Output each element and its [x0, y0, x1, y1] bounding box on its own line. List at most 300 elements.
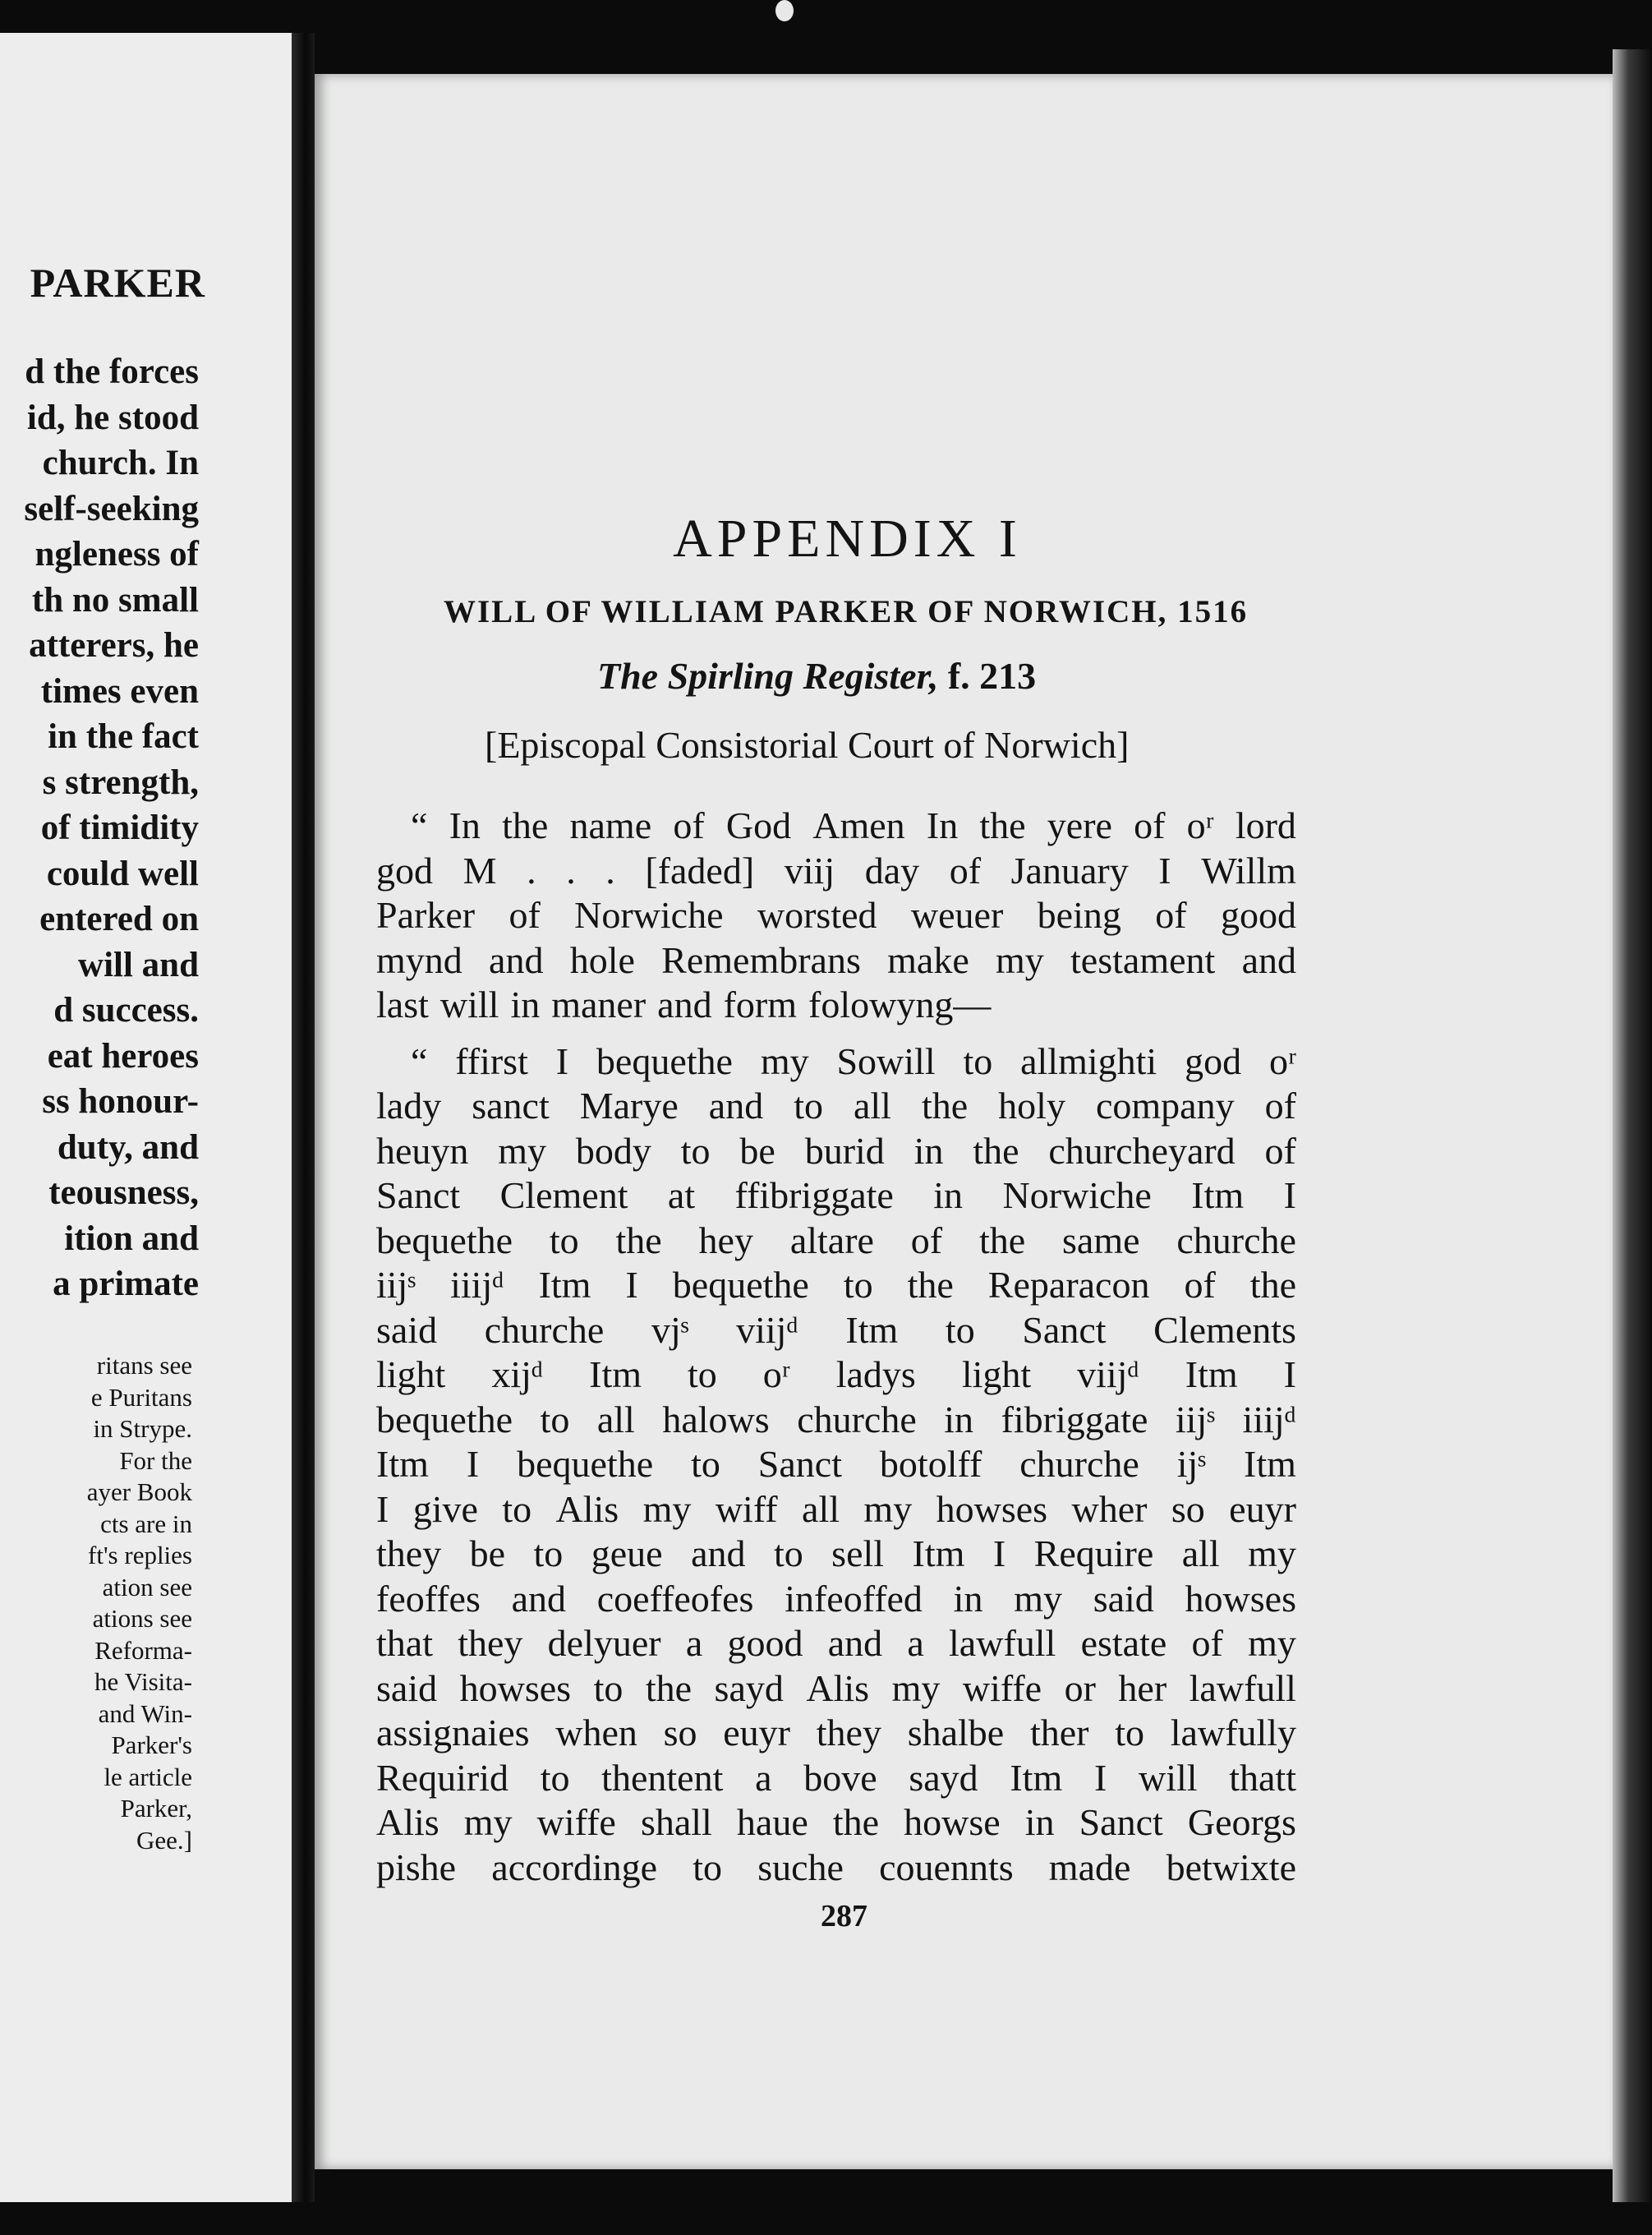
- word: Clements: [1153, 1308, 1296, 1351]
- word: thatt: [1229, 1756, 1296, 1799]
- word: Sanct: [1079, 1801, 1163, 1843]
- word: of: [1264, 1129, 1296, 1172]
- word: lawfull: [1189, 1666, 1296, 1709]
- left-body-line: could well: [46, 854, 199, 893]
- text-line: [376, 1398, 1296, 1443]
- text-line: [376, 1308, 1296, 1353]
- word: Itm: [1191, 1174, 1245, 1216]
- word: churche: [484, 1308, 605, 1351]
- left-running-head: PARKER: [30, 260, 205, 306]
- word: to: [794, 1085, 823, 1127]
- word: shall: [640, 1801, 712, 1843]
- left-note-line: Reforma-: [94, 1635, 192, 1665]
- word: Itm: [1244, 1443, 1296, 1485]
- left-body-line: ss honour-: [42, 1082, 199, 1121]
- word: they: [376, 1532, 442, 1574]
- word: vjˢ: [651, 1308, 689, 1351]
- paragraph-2: [376, 1039, 1296, 1891]
- left-body-line: d the forces: [25, 353, 199, 391]
- word: In: [926, 804, 959, 846]
- word: in: [913, 1129, 944, 1172]
- text-line: [376, 1173, 1296, 1219]
- word: wher: [1071, 1487, 1148, 1530]
- word: Itm: [1185, 1353, 1238, 1395]
- word: and: [1241, 938, 1296, 981]
- word: Requirid: [376, 1756, 508, 1799]
- register-name: The Spirling Register,: [597, 655, 939, 697]
- word: Sanct: [1022, 1308, 1107, 1351]
- left-body-line: church. In: [42, 444, 199, 482]
- word: Itm: [376, 1443, 429, 1485]
- word: said: [1093, 1577, 1154, 1620]
- word: of: [1184, 1264, 1216, 1306]
- word: god: [376, 849, 433, 892]
- left-body-line: of timidity: [40, 809, 199, 847]
- word: viij: [784, 849, 835, 892]
- word: “: [411, 804, 428, 846]
- word: accordinge: [491, 1846, 658, 1888]
- text-line: [376, 893, 1296, 938]
- text-line: [376, 1577, 1296, 1622]
- word: hole: [569, 938, 635, 981]
- word: the: [832, 1801, 880, 1843]
- left-body-line: s strength,: [42, 763, 199, 802]
- word: Alis: [806, 1666, 870, 1709]
- word: howses: [1185, 1577, 1296, 1620]
- word: holy: [998, 1085, 1065, 1127]
- text-line: [376, 1756, 1296, 1801]
- word: all: [802, 1487, 840, 1530]
- appendix-title: APPENDIX I: [673, 509, 1022, 569]
- text-line: [376, 1621, 1296, 1666]
- word: lord: [1235, 804, 1296, 846]
- word: in: [953, 1577, 983, 1620]
- left-body-line: teousness,: [48, 1173, 199, 1212]
- register-reference: [597, 654, 1036, 698]
- word: .: [566, 849, 576, 892]
- word: sanct: [472, 1085, 550, 1127]
- word: my: [863, 1487, 913, 1530]
- word: a: [685, 1622, 703, 1664]
- word: said: [376, 1666, 438, 1709]
- word: to: [688, 1353, 717, 1395]
- word: to: [540, 1398, 570, 1440]
- word: burid: [804, 1129, 885, 1172]
- word: euyr: [1229, 1487, 1296, 1530]
- word: January: [1010, 849, 1129, 892]
- word: Itm: [538, 1264, 591, 1306]
- page-number: 287: [821, 1899, 867, 1933]
- word: said: [376, 1308, 438, 1351]
- word: made: [1048, 1846, 1131, 1888]
- left-note-line: ft's replies: [88, 1541, 192, 1569]
- word: my: [891, 1666, 941, 1709]
- word: Itm: [589, 1353, 642, 1395]
- word: her: [1118, 1666, 1167, 1709]
- word: that: [376, 1622, 433, 1664]
- word: bequethe: [517, 1443, 654, 1485]
- word: Itm: [912, 1532, 965, 1574]
- text-line: [376, 1666, 1296, 1712]
- word: halows: [662, 1398, 770, 1440]
- word: assignaies: [376, 1712, 530, 1753]
- word: wiffe: [536, 1801, 616, 1843]
- word: howse: [904, 1801, 1001, 1843]
- word: good: [727, 1622, 803, 1664]
- word: and: [511, 1577, 567, 1620]
- word: weuer: [910, 894, 1004, 936]
- word: geue: [591, 1532, 663, 1574]
- word: the: [979, 804, 1026, 846]
- word: so: [663, 1712, 697, 1753]
- word: bove: [803, 1756, 877, 1799]
- word: Sanct: [376, 1174, 461, 1216]
- word: Sanct: [757, 1443, 842, 1485]
- word: the: [645, 1666, 693, 1709]
- word: to: [1115, 1712, 1144, 1753]
- text-line: [376, 1800, 1296, 1846]
- word: of: [508, 894, 541, 936]
- word: and: [708, 1085, 764, 1127]
- word: to: [843, 1264, 873, 1306]
- word: to: [691, 1443, 720, 1485]
- word: will: [1138, 1756, 1198, 1799]
- text-line: [376, 1353, 1296, 1398]
- word: of: [910, 1219, 943, 1261]
- word: to: [533, 1532, 564, 1574]
- word: pishe: [376, 1846, 457, 1888]
- word: light: [376, 1353, 446, 1395]
- word: my: [1248, 1532, 1296, 1574]
- word: give: [412, 1487, 478, 1530]
- word: good: [1220, 894, 1296, 936]
- word: to: [693, 1846, 723, 1888]
- word: heuyn: [376, 1129, 469, 1172]
- word: Require: [1033, 1532, 1154, 1574]
- word: testament: [1070, 938, 1216, 981]
- word: fibriggate: [1001, 1398, 1148, 1440]
- word: when: [555, 1712, 637, 1753]
- word: the: [978, 1219, 1026, 1261]
- word: mynd: [376, 938, 462, 981]
- left-body-line: duty, and: [57, 1127, 199, 1167]
- register-folio: f. 213: [938, 655, 1037, 697]
- left-body-line: self-seeking: [24, 489, 199, 528]
- word: Alis: [376, 1801, 439, 1843]
- word: infeoffed: [785, 1577, 923, 1620]
- word: maner: [551, 984, 647, 1025]
- text-line: [376, 1039, 1296, 1085]
- word: and: [827, 1622, 883, 1664]
- word: a: [755, 1756, 772, 1799]
- word: folowyng—: [808, 984, 992, 1025]
- word: lawfull: [949, 1622, 1056, 1664]
- word: Norwiche: [1002, 1174, 1152, 1216]
- word: lady: [376, 1085, 442, 1127]
- word: iiijᵈ: [450, 1264, 504, 1306]
- word: the: [973, 1129, 1019, 1172]
- word: ladys: [835, 1353, 916, 1395]
- word: my: [642, 1487, 692, 1530]
- will-title: WILL OF WILLIAM PARKER OF NORWICH, 1516: [444, 594, 1249, 629]
- word: Norwiche: [574, 894, 724, 936]
- word: I: [992, 1532, 1006, 1574]
- word: my: [760, 1039, 809, 1082]
- word: to: [945, 1308, 975, 1351]
- left-note-line: For the: [119, 1445, 192, 1475]
- word: I: [1093, 1756, 1107, 1799]
- page-edge: [1613, 49, 1652, 2202]
- word: sayd: [714, 1666, 784, 1709]
- word: estate: [1080, 1622, 1167, 1664]
- word: name: [569, 804, 652, 846]
- word: Willm: [1201, 849, 1296, 892]
- word: couennts: [879, 1846, 1014, 1888]
- left-note-line: Parker's: [111, 1730, 192, 1759]
- left-note-line: Gee.]: [136, 1825, 192, 1855]
- word: allmighti: [1020, 1039, 1157, 1082]
- word: euyr: [723, 1712, 791, 1753]
- word: I: [1283, 1353, 1296, 1395]
- text-line: [376, 1219, 1296, 1264]
- word: Itm: [1010, 1756, 1063, 1799]
- left-body-line: th no small: [31, 580, 199, 620]
- word: to: [963, 1039, 993, 1082]
- will-text: [376, 804, 1296, 1890]
- left-body-line: in the fact: [48, 717, 199, 756]
- word: being: [1037, 894, 1121, 936]
- word: the: [615, 1219, 662, 1261]
- word: betwixte: [1166, 1846, 1296, 1888]
- left-body-line: times even: [40, 671, 199, 711]
- word: .: [527, 849, 536, 892]
- word: iijˢ: [376, 1264, 416, 1306]
- text-line: [376, 1129, 1296, 1174]
- word: in: [510, 984, 541, 1025]
- word: the: [921, 1085, 969, 1127]
- word: iijˢ: [1175, 1398, 1216, 1440]
- word: .: [605, 849, 615, 892]
- word: lawfully: [1170, 1712, 1296, 1753]
- word: my: [463, 1801, 513, 1843]
- text-line: [376, 804, 1296, 849]
- text-line: [376, 1487, 1296, 1532]
- left-note-line: and Win-: [98, 1698, 192, 1728]
- text-line: [376, 938, 1296, 984]
- word: hey: [698, 1219, 753, 1261]
- word: bequethe: [596, 1039, 733, 1082]
- word: ther: [1029, 1712, 1089, 1753]
- word: day: [864, 849, 920, 892]
- word: sayd: [909, 1756, 978, 1799]
- word: wiffe: [962, 1666, 1042, 1709]
- word: and: [657, 984, 712, 1025]
- word: iiijᵈ: [1242, 1398, 1296, 1440]
- word: [faded]: [645, 849, 755, 892]
- word: I: [625, 1264, 638, 1306]
- word: I: [466, 1443, 480, 1485]
- word: “: [411, 1039, 428, 1082]
- word: at: [667, 1174, 696, 1216]
- word: and: [691, 1532, 746, 1574]
- court-name: [Episcopal Consistorial Court of Norwich]: [485, 724, 1130, 766]
- left-body-line: d success.: [53, 991, 199, 1030]
- word: thentent: [601, 1756, 724, 1799]
- word: I: [1283, 1174, 1296, 1216]
- word: or: [1064, 1666, 1096, 1709]
- word: god: [1185, 1039, 1242, 1082]
- word: God: [725, 804, 792, 846]
- word: suche: [757, 1846, 844, 1888]
- word: of: [1134, 804, 1166, 846]
- word: Clement: [499, 1174, 628, 1216]
- word: light: [961, 1353, 1032, 1395]
- word: churche: [797, 1398, 917, 1440]
- word: to: [773, 1532, 803, 1574]
- left-note-line: e Puritans: [90, 1382, 192, 1412]
- word: my: [498, 1129, 547, 1172]
- left-body-line: a primate: [53, 1265, 199, 1303]
- paragraph-1: [376, 804, 1296, 1028]
- left-note-line: le article: [104, 1762, 192, 1791]
- left-note-line: ation see: [102, 1572, 192, 1601]
- word: haue: [736, 1801, 808, 1843]
- word: worsted: [757, 894, 877, 936]
- word: of: [1155, 894, 1187, 936]
- word: of: [1264, 1085, 1296, 1127]
- left-body-line: ngleness of: [35, 535, 199, 574]
- text-line: [376, 1846, 1296, 1891]
- word: viijᵈ: [1077, 1353, 1139, 1395]
- left-footnotes: [0, 1350, 192, 1856]
- word: the: [1249, 1264, 1296, 1306]
- word: the: [907, 1264, 954, 1306]
- scan-speck: [775, 0, 794, 21]
- word: of: [949, 849, 982, 892]
- word: be: [739, 1129, 775, 1172]
- left-body-line: entered on: [39, 900, 199, 938]
- word: my: [1248, 1622, 1296, 1664]
- text-line: [376, 1263, 1296, 1308]
- word: last: [376, 984, 429, 1025]
- word: make: [887, 938, 969, 981]
- word: Marye: [579, 1085, 679, 1127]
- word: Reparacon: [987, 1264, 1150, 1306]
- word: to: [593, 1666, 624, 1709]
- word: ijˢ: [1176, 1443, 1207, 1485]
- word: sell: [831, 1532, 885, 1574]
- word: in: [944, 1398, 974, 1440]
- word: yere: [1047, 804, 1112, 846]
- word: viijᵈ: [736, 1308, 798, 1351]
- word: they: [816, 1712, 881, 1753]
- word: delyuer: [547, 1622, 661, 1664]
- word: Parker: [376, 894, 476, 936]
- word: Alis: [555, 1487, 619, 1530]
- word: I: [1158, 849, 1171, 892]
- left-note-line: ritans see: [96, 1351, 192, 1380]
- left-body-line: ition and: [64, 1219, 199, 1258]
- left-body-line: will and: [78, 945, 199, 984]
- left-body-line: atterers, he: [29, 626, 199, 665]
- text-line: [376, 1532, 1296, 1577]
- word: howses: [936, 1487, 1048, 1530]
- word: they: [458, 1622, 523, 1664]
- word: feoffes: [376, 1577, 481, 1620]
- word: to: [502, 1487, 532, 1530]
- word: Amen: [812, 804, 905, 846]
- word: M: [462, 849, 497, 892]
- left-body-text: [0, 349, 199, 1307]
- text-line: [376, 983, 1296, 1028]
- word: bequethe: [672, 1264, 809, 1306]
- left-note-line: he Visita-: [94, 1667, 192, 1696]
- left-body-line: eat heroes: [47, 1036, 199, 1076]
- word: my: [1014, 1577, 1062, 1620]
- word: company: [1095, 1085, 1235, 1127]
- word: ffibriggate: [734, 1174, 894, 1216]
- word: oʳ: [1186, 804, 1214, 846]
- text-line: [376, 1084, 1296, 1129]
- text-line: [376, 849, 1296, 894]
- word: churche: [1176, 1219, 1296, 1261]
- word: altare: [789, 1219, 874, 1261]
- word: Itm: [845, 1308, 899, 1351]
- word: churcheyard: [1048, 1129, 1236, 1172]
- word: churche: [1019, 1443, 1139, 1485]
- word: so: [1171, 1487, 1205, 1530]
- word: all: [853, 1085, 891, 1127]
- left-note-line: Parker,: [120, 1794, 192, 1823]
- word: oʳ: [1268, 1039, 1296, 1082]
- left-body-line: id, he stood: [26, 398, 199, 437]
- word: bequethe: [376, 1219, 513, 1261]
- word: form: [723, 984, 798, 1025]
- word: body: [575, 1129, 651, 1172]
- word: xijᵈ: [491, 1353, 544, 1395]
- word: Remembrans: [661, 938, 861, 981]
- word: and: [489, 938, 544, 981]
- word: of: [1191, 1622, 1223, 1664]
- word: I: [555, 1039, 569, 1082]
- word: will: [439, 984, 499, 1025]
- left-note-line: cts are in: [100, 1509, 192, 1538]
- word: of: [673, 804, 705, 846]
- left-page-text-clip: [0, 33, 297, 2202]
- left-note-line: ayer Book: [86, 1477, 192, 1506]
- left-note-line: in Strype.: [93, 1414, 192, 1443]
- word: be: [469, 1532, 506, 1574]
- word: to: [540, 1756, 570, 1799]
- word: In: [449, 804, 481, 846]
- word: shalbe: [907, 1712, 1005, 1753]
- text-line: [376, 1711, 1296, 1756]
- word: in: [1024, 1801, 1055, 1843]
- word: in: [933, 1174, 964, 1216]
- word: ffirst: [455, 1039, 528, 1082]
- word: the: [502, 804, 549, 846]
- word: Georgs: [1187, 1801, 1296, 1843]
- word: coeffeofes: [596, 1577, 754, 1620]
- word: all: [596, 1398, 635, 1440]
- word: bequethe: [376, 1398, 513, 1440]
- word: botolff: [879, 1443, 982, 1485]
- word: all: [1181, 1532, 1220, 1574]
- word: to: [549, 1219, 579, 1261]
- word: my: [996, 938, 1044, 981]
- word: howses: [459, 1666, 572, 1709]
- text-line: [376, 1442, 1296, 1487]
